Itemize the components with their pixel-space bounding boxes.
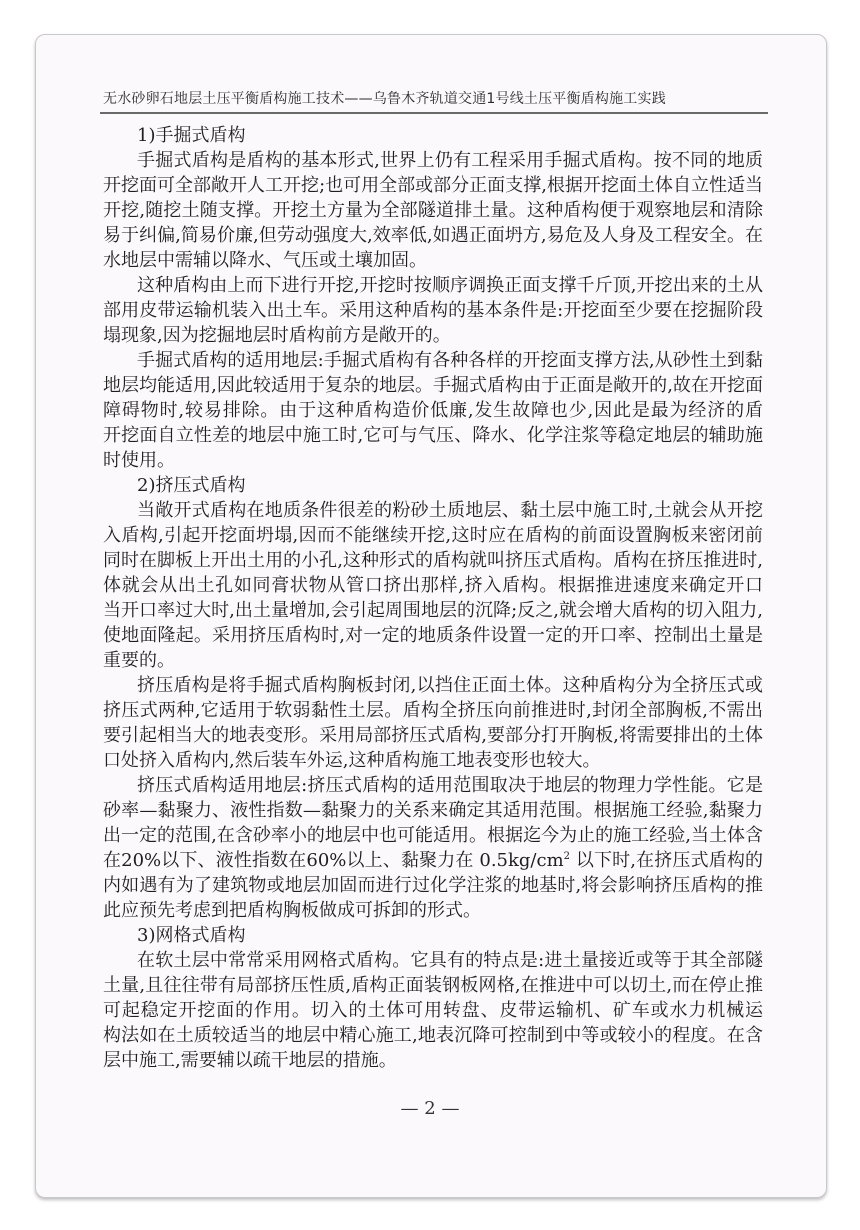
page-number: — 2 —: [400, 1098, 460, 1119]
text-line: 部用皮带运输机装入出土车。采用这种盾构的基本条件是:开挖面至少要在挖掘阶段: [103, 300, 763, 321]
section-heading: [103, 923, 763, 948]
header-rule: [100, 112, 768, 114]
text-line: 内如遇有为了建筑物或地层加固而进行过化学注浆的地基时,将会影响挤压盾构的推: [103, 875, 763, 896]
text-line: 口处挤入盾构内,然后装车外运,这种盾构施工地表变形也较大。: [103, 750, 601, 771]
text-line: 土量,且往往带有局部挤压性质,盾构正面装钢板网格,在推进中可以切土,而在停止推: [103, 975, 763, 996]
paragraph: [103, 273, 763, 348]
section-heading: [103, 473, 763, 498]
paragraph: [103, 148, 763, 273]
text-line: 挤压盾构是将手掘式盾构胸板封闭,以挡住正面土体。这种盾构分为全挤压式或: [137, 675, 763, 696]
text-line: 挤压式盾构适用地层:挤压式盾构的适用范围取决于地层的物理力学性能。它是: [137, 775, 763, 796]
text-line: 出一定的范围,在含砂率小的地层中也可能适用。根据迄今为止的施工经验,当土体含: [103, 825, 763, 846]
page-body: [103, 123, 763, 1073]
text-line: 2)挤压式盾构: [137, 475, 246, 496]
text-line: 开挖面可全部敞开人工开挖;也可用全部或部分正面支撑,根据开挖面土体自立性适当: [103, 175, 763, 196]
text-line: 手掘式盾构的适用地层:手掘式盾构有各种各样的开挖面支撑方法,从砂性土到黏: [137, 350, 763, 371]
text-line: 开挖,随挖土随支撑。开挖土方量为全部隧道排土量。这种盾构便于观察地层和清除: [103, 200, 763, 221]
paragraph: [103, 348, 763, 473]
section-heading: [103, 123, 763, 148]
text-line: 砂率—黏聚力、液性指数—黏聚力的关系来确定其适用范围。根据施工经验,黏聚力: [103, 800, 763, 821]
text-line: 1)手掘式盾构: [137, 125, 246, 146]
text-line: 层中施工,需要辅以疏干地层的措施。: [103, 1050, 397, 1071]
text-line: 地层均能适用,因此较适用于复杂的地层。手掘式盾构由于正面是敞开的,故在开挖面: [103, 375, 763, 396]
text-line: 在20%以下、液性指数在60%以上、黏聚力在 $0.5kg/cm^2$ 以下时,在挤压式盾构的: [103, 850, 763, 871]
text-line: 开挖面自立性差的地层中施工时,它可与气压、降水、化学注浆等稳定地层的辅助施: [103, 425, 763, 446]
text-line: 3)网格式盾构: [137, 925, 246, 946]
text-line: 时使用。: [103, 450, 175, 471]
paragraph: [103, 498, 763, 673]
text-line: 当敞开式盾构在地质条件很差的粉砂土质地层、黏土层中施工时,土就会从开挖: [137, 500, 763, 521]
text-line: 体就会从出土孔如同膏状物从管口挤出那样,挤入盾构。根据推进速度来确定开口: [103, 575, 763, 596]
paragraph: [103, 673, 763, 773]
text-line: 在软土层中常常采用网格式盾构。它具有的特点是:进土量接近或等于其全部隧: [137, 950, 763, 971]
text-line: 要引起相当大的地表变形。采用局部挤压式盾构,要部分打开胸板,将需要排出的土体: [103, 725, 763, 746]
text-line: 可起稳定开挖面的作用。切入的土体可用转盘、皮带运输机、矿车或水力机械运: [103, 1000, 763, 1021]
text-line: 手掘式盾构是盾构的基本形式,世界上仍有工程采用手掘式盾构。按不同的地质: [137, 150, 763, 171]
text-line: 挤压式两种,它适用于软弱黏性土层。盾构全挤压向前推进时,封闭全部胸板,不需出: [103, 700, 763, 721]
text-line: 障碍物时,较易排除。由于这种盾构造价低廉,发生故障也少,因此是最为经济的盾: [103, 400, 763, 421]
text-line: 这种盾构由上而下进行开挖,开挖时按顺序调换正面支撑千斤顶,开挖出来的土从: [137, 275, 763, 296]
text-line: 入盾构,引起开挖面坍塌,因而不能继续开挖,这时应在盾构的前面设置胸板来密闭前: [103, 525, 763, 546]
text-line: 构法如在土质较适当的地层中精心施工,地表沉降可控制到中等或较小的程度。在含: [103, 1025, 763, 1046]
text-line: 重要的。: [103, 650, 175, 671]
text-line: 此应预先考虑到把盾构胸板做成可拆卸的形式。: [103, 900, 481, 921]
text-line: 同时在脚板上开出土用的小孔,这种形式的盾构就叫挤压式盾构。盾构在挤压推进时,: [103, 550, 763, 571]
text-line: 当开口率过大时,出土量增加,会引起周围地层的沉降;反之,就会增大盾构的切入阻力,: [103, 600, 763, 621]
running-header: 无水砂卵石地层土压平衡盾构施工技术——乌鲁木齐轨道交通1号线土压平衡盾构施工实践: [103, 91, 666, 107]
text-line: 塌现象,因为挖掘地层时盾构前方是敞开的。: [103, 325, 451, 346]
text-line: 水地层中需辅以降水、气压或土壤加固。: [103, 250, 427, 271]
text-line: 使地面隆起。采用挤压盾构时,对一定的地质条件设置一定的开口率、控制出土量是: [103, 625, 763, 646]
paragraph: [103, 773, 763, 923]
paragraph: [103, 948, 763, 1073]
text-line: 易于纠偏,简易价廉,但劳动强度大,效率低,如遇正面坍方,易危及人身及工程安全。在: [103, 225, 763, 246]
